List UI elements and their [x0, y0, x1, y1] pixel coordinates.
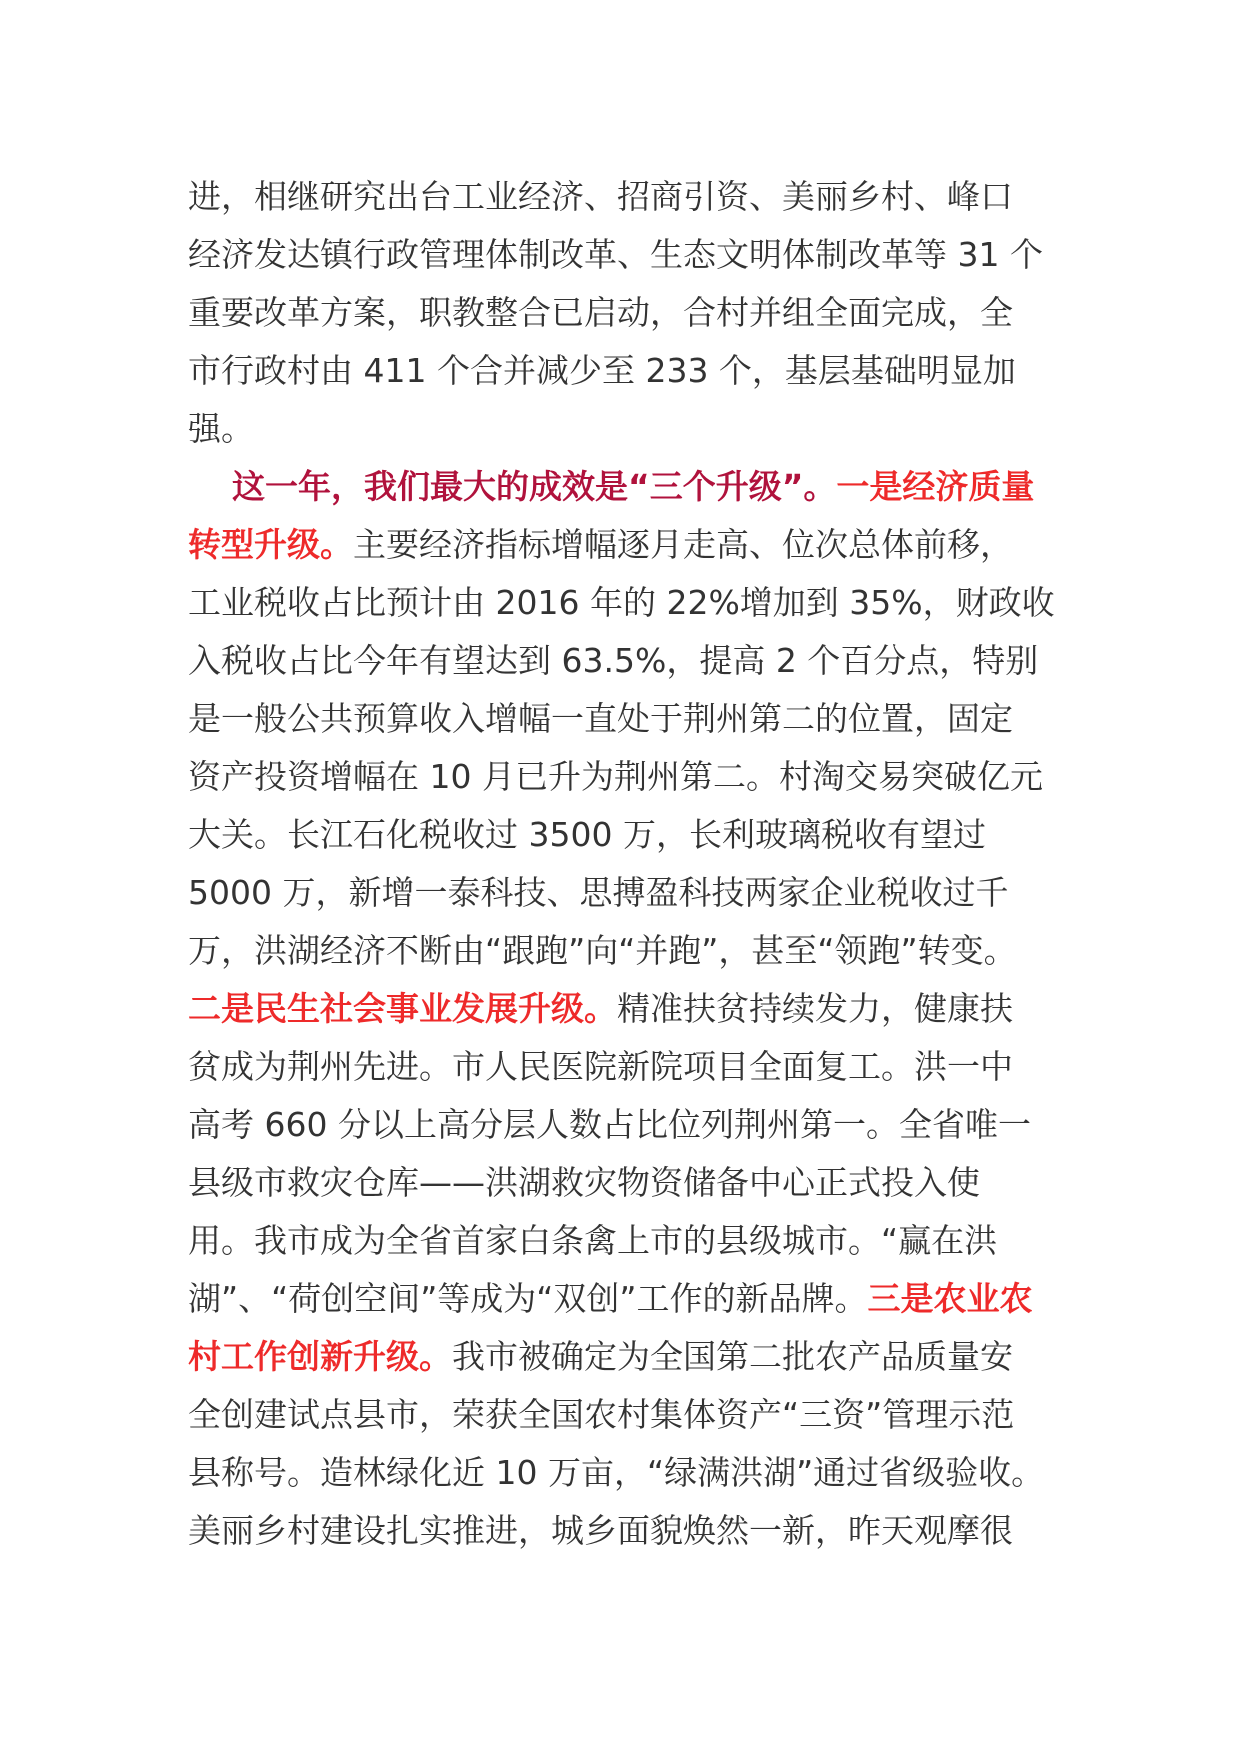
document-page	[188, 168, 1058, 1560]
text-line: 是一般公共预算收入增幅一直处于荆州第二的位置，固定	[188, 699, 1013, 738]
subheading: 转型升级。	[188, 525, 353, 564]
section-heading: 这一年，我们最大的成效是“三个升级”。	[232, 467, 837, 506]
text-line: 工业税收占比预计由 2016 年的 22%增加到 35%，财政收	[188, 583, 1055, 622]
text-line: 经济发达镇行政管理体制改革、生态文明体制改革等 31 个	[188, 235, 1043, 274]
subheading: 一是经济质量	[836, 467, 1035, 506]
text-line: 入税收占比今年有望达到 63.5%，提高 2 个百分点，特别	[188, 641, 1039, 680]
text-line	[188, 1270, 1058, 1328]
text-line: 美丽乡村建设扎实推进，城乡面貌焕然一新，昨天观摩很	[188, 1511, 1013, 1550]
text-line: 5000 万，新增一泰科技、思搏盈科技两家企业税收过千	[188, 873, 1009, 912]
text-line: 市行政村由 411 个合并减少至 233 个，基层基础明显加	[188, 351, 1016, 390]
text-line	[188, 516, 1058, 574]
subheading: 二是民生社会事业发展升级。	[188, 989, 617, 1028]
subheading: 村工作创新升级。	[188, 1337, 452, 1376]
text-line: 用。我市成为全省首家白条禽上市的县级城市。“赢在洪	[188, 1221, 998, 1260]
body-text: 湖”、“荷创空间”等成为“双创”工作的新品牌。	[188, 1279, 868, 1318]
text-line: 县称号。造林绿化近 10 万亩，“绿满洪湖”通过省级验收。	[188, 1453, 1045, 1492]
text-line	[188, 980, 1058, 1038]
body-text: 精准扶贫持续发力，健康扶	[617, 989, 1013, 1028]
text-line: 资产投资增幅在 10 月已升为荆州第二。村淘交易突破亿元	[188, 757, 1043, 796]
text-line: 全创建试点县市，荣获全国农村集体资产“三资”管理示范	[188, 1395, 1015, 1434]
text-line: 进，相继研究出台工业经济、招商引资、美丽乡村、峰口	[188, 177, 1013, 216]
text-line: 重要改革方案，职教整合已启动，合村并组全面完成，全	[188, 293, 1013, 332]
text-line: 县级市救灾仓库——洪湖救灾物资储备中心正式投入使	[188, 1163, 980, 1202]
text-line	[188, 458, 1058, 516]
text-line: 高考 660 分以上高分层人数占比位列荆州第一。全省唯一	[188, 1105, 1031, 1144]
text-line: 贫成为荆州先进。市人民医院新院项目全面复工。洪一中	[188, 1047, 1013, 1086]
body-text: 主要经济指标增幅逐月走高、位次总体前移，	[353, 525, 1013, 564]
text-line: 大关。长江石化税收过 3500 万，长利玻璃税收有望过	[188, 815, 986, 854]
text-line: 强。	[188, 409, 254, 448]
body-text: 我市被确定为全国第二批农产品质量安	[452, 1337, 1013, 1376]
subheading: 三是农业农	[867, 1279, 1033, 1318]
text-line	[188, 1328, 1058, 1386]
text-line: 万，洪湖经济不断由“跟跑”向“并跑”，甚至“领跑”转变。	[188, 931, 1017, 970]
